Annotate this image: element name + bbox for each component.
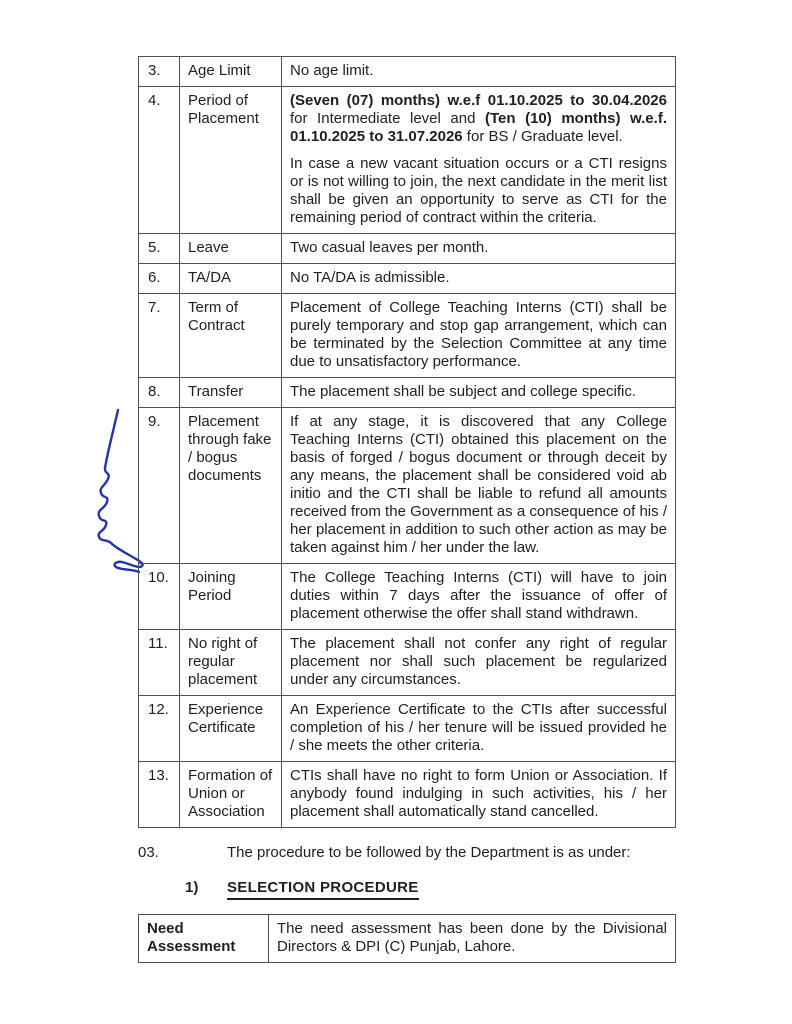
text-segment: No age limit. [290, 62, 374, 79]
description-paragraph [290, 269, 667, 287]
description-paragraph [290, 635, 667, 689]
row-label-cell: Age Limit [180, 57, 282, 87]
row-number-cell: 4. [139, 87, 180, 234]
table-row [139, 915, 676, 963]
bold-text-segment: (Seven (07) months) w.e.f 01.10.2025 to 30.04.2026 [290, 92, 667, 109]
text-segment: The College Teaching Interns (CTI) will have to join duties within 7 days after the issuance of offer of placement otherwise the offer shall stand withdrawn. [290, 569, 667, 622]
table-row [139, 57, 676, 87]
criteria-table-body [139, 57, 676, 828]
text-segment: for BS / Graduate level. [462, 128, 623, 145]
description-paragraph [290, 155, 667, 227]
text-segment: for Intermediate level and [290, 110, 485, 127]
table-row [139, 264, 676, 294]
row-label-cell: Leave [180, 234, 282, 264]
row-label-cell: Formation of Union or Association [180, 762, 282, 828]
description-paragraph [290, 767, 667, 821]
description-paragraph [290, 62, 667, 80]
row-number-cell: 12. [139, 696, 180, 762]
selection-procedure-heading [185, 879, 675, 900]
row-number-cell: 9. [139, 408, 180, 564]
text-segment: The placement shall not confer any right of regular placement nor shall such placement be regularized under any circumstances. [290, 635, 667, 688]
row-description-cell [282, 294, 676, 378]
row-label-cell: Term of Contract [180, 294, 282, 378]
row-description-cell [282, 378, 676, 408]
table-row [139, 87, 676, 234]
description-paragraph [290, 92, 667, 146]
heading-number: 1) [185, 879, 199, 896]
row-label-cell: Period of Placement [180, 87, 282, 234]
row-number-cell: 6. [139, 264, 180, 294]
signature-stroke [99, 410, 143, 572]
document-content [138, 56, 675, 963]
selection-table-body [139, 915, 676, 963]
row-label-cell: Placement through fake / bogus documents [180, 408, 282, 564]
row-description-cell [282, 234, 676, 264]
need-assessment-text-cell: The need assessment has been done by the Divisional Directors & DPI (C) Punjab, Lahore. [269, 915, 676, 963]
table-row [139, 294, 676, 378]
text-segment: The placement shall be subject and college specific. [290, 383, 637, 400]
table-row [139, 762, 676, 828]
row-number-cell: 7. [139, 294, 180, 378]
description-paragraph [290, 701, 667, 755]
description-paragraph [290, 413, 667, 557]
table-row [139, 630, 676, 696]
row-number-cell: 13. [139, 762, 180, 828]
row-label-cell: Joining Period [180, 564, 282, 630]
heading-title: SELECTION PROCEDURE [227, 879, 419, 900]
row-number-cell: 5. [139, 234, 180, 264]
text-segment: No TA/DA is admissible. [290, 269, 450, 286]
row-label-cell: No right of regular placement [180, 630, 282, 696]
description-paragraph [290, 239, 667, 257]
description-paragraph [290, 569, 667, 623]
row-description-cell [282, 408, 676, 564]
row-label-cell: TA/DA [180, 264, 282, 294]
row-description-cell [282, 630, 676, 696]
text-segment: An Experience Certificate to the CTIs after successful completion of his / her tenure will be issued provided he / she meets the other criteria. [290, 701, 667, 754]
text-segment: CTIs shall have no right to form Union or Association. If anybody found indulging in such activities, his / her placement shall automatically stand cancelled. [290, 767, 667, 820]
procedure-note-text: The procedure to be followed by the Department is as under: [227, 844, 631, 861]
text-segment: In case a new vacant situation occurs or a CTI resigns or is not willing to join, the next candidate in the merit list shall be given an opportunity to serve as CTI for the remaining period of contract within the criteria. [290, 155, 667, 226]
row-number-cell: 8. [139, 378, 180, 408]
row-number-cell: 10. [139, 564, 180, 630]
description-paragraph [290, 383, 667, 401]
row-description-cell [282, 762, 676, 828]
row-label-cell: Experience Certificate [180, 696, 282, 762]
row-label-cell: Transfer [180, 378, 282, 408]
row-description-cell [282, 696, 676, 762]
table-row [139, 564, 676, 630]
row-description-cell [282, 57, 676, 87]
need-assessment-label-cell: Need Assessment [139, 915, 269, 963]
bold-text-segment: (Ten (10) months) w.e.f. 01.10.2025 to 31.07.2026 [290, 110, 667, 145]
table-row [139, 378, 676, 408]
criteria-table [138, 56, 676, 828]
row-description-cell [282, 87, 676, 234]
text-segment: Placement of College Teaching Interns (CTI) shall be purely temporary and stop gap arrangement, which can be terminated by the Selection Committee at any time due to unsatisfactory performance. [290, 299, 667, 370]
text-segment: If at any stage, it is discovered that any College Teaching Interns (CTI) obtained this placement on the basis of forged / bogus document or through deceit by any means, the placement shall be considered void ab initio and the CTI shall be liable to refund all amounts received from the Government as a consequence of his / her placement in addition to such other action as may be taken against him / her under the law. [290, 413, 667, 556]
selection-table [138, 914, 676, 963]
row-number-cell: 3. [139, 57, 180, 87]
row-number-cell: 11. [139, 630, 180, 696]
description-paragraph [290, 299, 667, 371]
text-segment: Two casual leaves per month. [290, 239, 489, 256]
table-row [139, 408, 676, 564]
table-row [139, 234, 676, 264]
procedure-note-number: 03. [138, 844, 159, 861]
row-description-cell [282, 564, 676, 630]
procedure-note [138, 844, 675, 862]
table-row [139, 696, 676, 762]
row-description-cell [282, 264, 676, 294]
